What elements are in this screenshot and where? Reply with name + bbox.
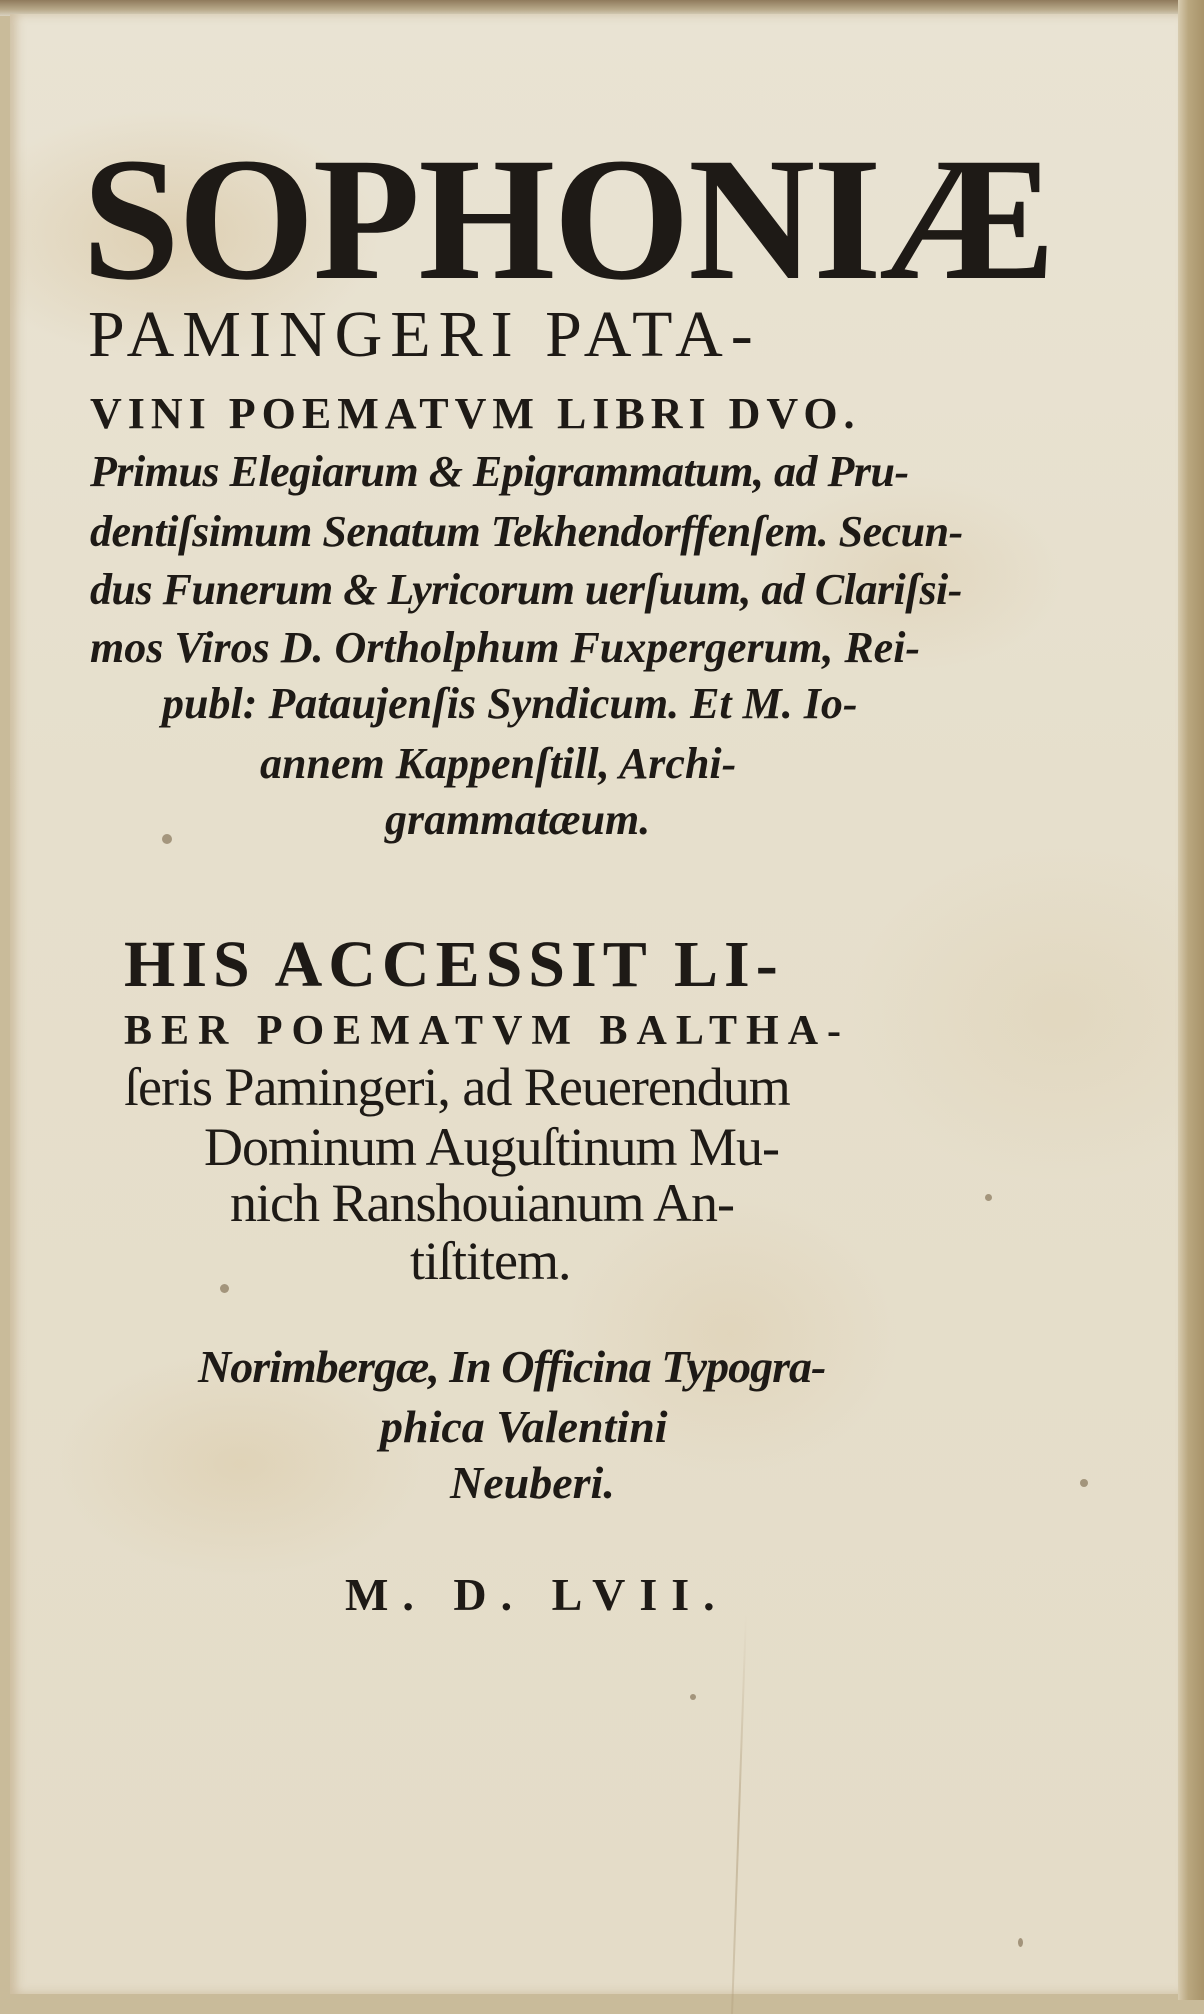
title-line-9: annem Kappenſtill, Archi- xyxy=(260,739,737,788)
addition-line-5: nich Ranshouianum An- xyxy=(230,1173,734,1233)
addition-line-2: BER POEMATVM BALTHA- xyxy=(124,1008,851,1054)
foxing-spot xyxy=(1080,1479,1088,1487)
title-line-8: publ: Pataujenſis Syndicum. Et M. Io- xyxy=(162,679,858,728)
foxing-spot xyxy=(985,1194,992,1201)
imprint-line-3: Neuberi. xyxy=(450,1457,615,1508)
addition-line-1: HIS ACCESSIT LI- xyxy=(124,928,784,1001)
addition-line-6: tiſtitem. xyxy=(410,1231,571,1291)
title-line-6: dus Funerum & Lyricorum uerſuum, ad Clariſsi- xyxy=(90,565,962,614)
addition-line-3: ſeris Pamingeri, ad Reuerendum xyxy=(124,1057,790,1117)
foxing-spot xyxy=(162,834,172,844)
imprint-line-2: phica Valentini xyxy=(380,1401,668,1452)
foxing-spot xyxy=(690,1694,696,1700)
binding-right-edge xyxy=(1178,0,1204,2000)
paper-crease xyxy=(731,1614,747,2014)
title-line-4: Primus Elegiarum & Epigrammatum, ad Pru- xyxy=(90,447,909,496)
title-line-3: VINI POEMATVM LIBRI DVO. xyxy=(90,389,861,438)
foxing-spot xyxy=(220,1284,229,1293)
imprint-line-1: Norimbergæ, In Officina Typogra- xyxy=(198,1341,826,1392)
title-page xyxy=(10,14,1180,1994)
title-author-first-name: SOPHONIÆ xyxy=(82,122,1054,317)
title-line-5: dentiſsimum Senatum Tekhendorffenſem. Secun- xyxy=(90,507,963,556)
title-line-10: grammatæum. xyxy=(385,795,651,844)
imprint-date: M. D. LVII. xyxy=(345,1569,729,1620)
title-line-7: mos Viros D. Ortholphum Fuxpergerum, Rei- xyxy=(90,623,921,672)
foxing-spot xyxy=(1018,1938,1023,1947)
addition-line-4: Dominum Auguſtinum Mu- xyxy=(204,1117,780,1177)
title-line-2: PAMINGERI PATA- xyxy=(88,298,761,371)
